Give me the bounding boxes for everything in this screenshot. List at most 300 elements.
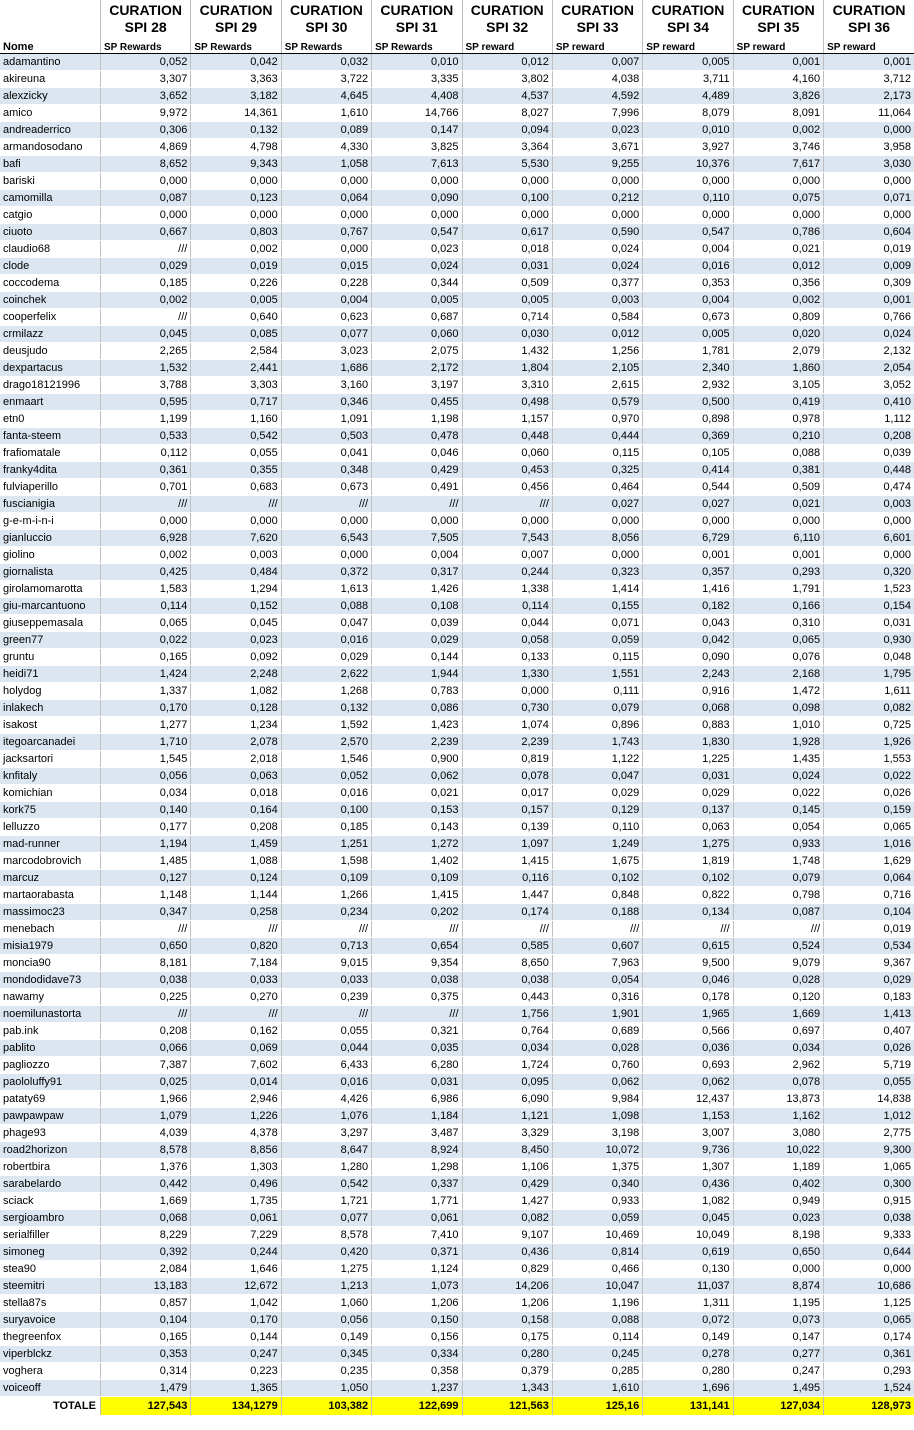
reward-value-cell: 0,052 [100,54,190,71]
reward-value-cell: 0,174 [824,1329,914,1346]
reward-value-cell: 0,031 [643,768,733,785]
reward-value-cell: 0,000 [281,173,371,190]
reward-value-cell: 0,317 [372,564,462,581]
table-row [0,1125,914,1142]
reward-value-cell: 0,062 [372,768,462,785]
reward-value-cell: 0,137 [643,802,733,819]
reward-value-cell: 0,716 [824,887,914,904]
reward-value-cell: 10,686 [824,1278,914,1295]
reward-value-cell: 0,124 [191,870,281,887]
table-row [0,564,914,581]
reward-value-cell: 0,062 [552,1074,642,1091]
reward-value-cell: 0,547 [372,224,462,241]
reward-value-cell: 1,091 [281,411,371,428]
table-row [0,547,914,564]
reward-value-cell: 1,427 [462,1193,552,1210]
reward-value-cell: /// [281,496,371,513]
reward-value-cell: 9,736 [643,1142,733,1159]
reward-value-cell: 0,056 [281,1312,371,1329]
reward-value-cell: 2,265 [100,343,190,360]
reward-value-cell: 0,071 [824,190,914,207]
user-name-cell: cooperfelix [0,309,100,326]
reward-value-cell: 1,416 [643,581,733,598]
reward-value-cell: 0,068 [643,700,733,717]
total-row [0,1397,914,1416]
user-name-cell: pab.ink [0,1023,100,1040]
reward-value-cell: 0,208 [100,1023,190,1040]
reward-value-cell: 0,000 [100,173,190,190]
reward-value-cell: 0,102 [552,870,642,887]
table-row [0,938,914,955]
reward-value-cell: 0,044 [462,615,552,632]
reward-value-cell: 0,003 [552,292,642,309]
reward-value-cell: 9,367 [824,955,914,972]
reward-value-cell: 0,027 [552,496,642,513]
reward-value-cell: /// [100,241,190,258]
reward-value-cell: 0,170 [100,700,190,717]
reward-value-cell: 0,005 [372,292,462,309]
reward-value-cell: 0,534 [824,938,914,955]
reward-value-cell: 1,337 [100,683,190,700]
reward-value-cell: 3,671 [552,139,642,156]
reward-value-cell: 0,021 [733,496,823,513]
table-row [0,190,914,207]
reward-value-cell: 0,347 [100,904,190,921]
reward-value-cell: 2,172 [372,360,462,377]
reward-value-cell: 3,105 [733,377,823,394]
table-row [0,819,914,836]
reward-value-cell: 1,199 [100,411,190,428]
reward-value-cell: /// [462,921,552,938]
reward-value-cell: 14,766 [372,105,462,122]
column-subheader: SP Rewards [372,36,462,54]
reward-value-cell: 1,610 [552,1380,642,1397]
column-header-spi: CURATION SPI 35 [733,0,823,36]
total-label: TOTALE [0,1397,100,1416]
reward-value-cell: 0,033 [281,972,371,989]
reward-value-cell: 0,306 [100,122,190,139]
reward-value-cell: 0,183 [824,989,914,1006]
reward-value-cell: 0,689 [552,1023,642,1040]
reward-value-cell: 0,247 [191,1346,281,1363]
table-row [0,394,914,411]
reward-value-cell: 9,300 [824,1142,914,1159]
reward-value-cell: 0,019 [191,258,281,275]
reward-value-cell: 1,016 [824,836,914,853]
reward-value-cell: 1,830 [643,734,733,751]
reward-value-cell: 2,168 [733,666,823,683]
reward-value-cell: 0,162 [191,1023,281,1040]
reward-value-cell: 1,311 [643,1295,733,1312]
reward-value-cell: 0,182 [643,598,733,615]
reward-value-cell: 0,022 [733,785,823,802]
reward-value-cell: 0,042 [643,632,733,649]
reward-value-cell: 0,005 [191,292,281,309]
user-name-cell: menebach [0,921,100,938]
reward-value-cell: 0,212 [552,190,642,207]
table-row [0,1346,914,1363]
reward-value-cell: 8,856 [191,1142,281,1159]
reward-value-cell: 0,321 [372,1023,462,1040]
reward-value-cell: 0,766 [824,309,914,326]
reward-value-cell: 0,348 [281,462,371,479]
reward-value-cell: 6,090 [462,1091,552,1108]
reward-value-cell: 0,144 [191,1329,281,1346]
reward-value-cell: 0,005 [643,326,733,343]
reward-value-cell: /// [643,921,733,938]
table-row [0,428,914,445]
reward-value-cell: 0,544 [643,479,733,496]
table-row [0,1091,914,1108]
table-row [0,513,914,530]
table-row [0,445,914,462]
reward-value-cell: 0,012 [462,54,552,71]
reward-value-cell: 0,072 [643,1312,733,1329]
reward-value-cell: 1,060 [281,1295,371,1312]
reward-value-cell: 7,963 [552,955,642,972]
reward-value-cell: 0,133 [462,649,552,666]
reward-value-cell: 0,000 [733,207,823,224]
table-row [0,785,914,802]
column-header-name: Nome [0,36,100,54]
reward-value-cell: 0,000 [552,513,642,530]
reward-value-cell: 10,469 [552,1227,642,1244]
reward-value-cell: 0,038 [462,972,552,989]
reward-value-cell: 4,378 [191,1125,281,1142]
reward-value-cell: 0,100 [462,190,552,207]
reward-value-cell: 0,000 [733,1261,823,1278]
reward-value-cell: 0,484 [191,564,281,581]
reward-value-cell: 0,109 [372,870,462,887]
reward-value-cell: 3,652 [100,88,190,105]
reward-value-cell: 0,000 [191,513,281,530]
reward-value-cell: 0,615 [643,938,733,955]
reward-value-cell: 0,029 [281,649,371,666]
reward-value-cell: 0,029 [552,785,642,802]
reward-value-cell: 0,293 [824,1363,914,1380]
reward-value-cell: 1,545 [100,751,190,768]
reward-value-cell: 2,340 [643,360,733,377]
reward-value-cell: 0,102 [643,870,733,887]
user-name-cell: ciuoto [0,224,100,241]
reward-value-cell: 0,000 [462,173,552,190]
reward-value-cell: 0,017 [462,785,552,802]
table-row [0,768,914,785]
reward-value-cell: 0,060 [372,326,462,343]
total-value-cell: 134,1279 [191,1397,281,1416]
reward-value-cell: 0,509 [462,275,552,292]
reward-value-cell: 0,225 [100,989,190,1006]
reward-value-cell: 1,743 [552,734,642,751]
table-row [0,275,914,292]
reward-value-cell: 0,089 [281,122,371,139]
reward-value-cell: 0,760 [552,1057,642,1074]
table-row [0,1329,914,1346]
reward-value-cell: 1,686 [281,360,371,377]
reward-value-cell: 1,860 [733,360,823,377]
reward-value-cell: 0,687 [372,309,462,326]
reward-value-cell: 0,012 [552,326,642,343]
reward-value-cell: 0,042 [191,54,281,71]
table-row [0,581,914,598]
reward-value-cell: 0,068 [100,1210,190,1227]
reward-value-cell: 1,148 [100,887,190,904]
reward-value-cell: 0,025 [100,1074,190,1091]
reward-value-cell: 0,147 [733,1329,823,1346]
reward-value-cell: 9,255 [552,156,642,173]
user-name-cell: heidi71 [0,666,100,683]
reward-value-cell: 0,001 [733,54,823,71]
reward-value-cell: 0,478 [372,428,462,445]
reward-value-cell: 1,675 [552,853,642,870]
column-header-spi: CURATION SPI 28 [100,0,190,36]
user-name-cell: frafiomatale [0,445,100,462]
reward-value-cell: 0,054 [552,972,642,989]
reward-value-cell: 0,018 [191,785,281,802]
reward-value-cell: 1,272 [372,836,462,853]
reward-value-cell: 0,000 [733,513,823,530]
reward-value-cell: 1,791 [733,581,823,598]
reward-value-cell: 4,592 [552,88,642,105]
reward-value-cell: 0,697 [733,1023,823,1040]
reward-value-cell: 0,644 [824,1244,914,1261]
reward-value-cell: /// [733,921,823,938]
column-header-spi: CURATION SPI 31 [372,0,462,36]
reward-value-cell: 9,333 [824,1227,914,1244]
reward-value-cell: 0,001 [643,547,733,564]
reward-value-cell: 1,613 [281,581,371,598]
reward-value-cell: 0,003 [191,547,281,564]
reward-value-cell: 1,459 [191,836,281,853]
table-row [0,921,914,938]
header-row-spi [0,0,914,36]
reward-value-cell: 1,435 [733,751,823,768]
reward-value-cell: 7,184 [191,955,281,972]
reward-value-cell: 8,647 [281,1142,371,1159]
reward-value-cell: 0,108 [372,598,462,615]
reward-value-cell: 2,615 [552,377,642,394]
reward-value-cell: 0,340 [552,1176,642,1193]
table-row [0,734,914,751]
reward-value-cell: 0,045 [100,326,190,343]
reward-value-cell: 0,725 [824,717,914,734]
user-name-cell: viperblckz [0,1346,100,1363]
reward-value-cell: 1,076 [281,1108,371,1125]
reward-value-cell: 0,079 [552,700,642,717]
reward-value-cell: 0,110 [552,819,642,836]
reward-value-cell: 3,802 [462,71,552,88]
reward-value-cell: 0,085 [191,326,281,343]
table-row [0,836,914,853]
reward-value-cell: 0,027 [643,496,733,513]
reward-value-cell: 0,023 [552,122,642,139]
reward-value-cell: 1,050 [281,1380,371,1397]
reward-value-cell: 0,429 [462,1176,552,1193]
reward-value-cell: 0,930 [824,632,914,649]
reward-value-cell: 3,958 [824,139,914,156]
table-row [0,1142,914,1159]
reward-value-cell: 2,239 [372,734,462,751]
reward-value-cell: 0,150 [372,1312,462,1329]
reward-value-cell: 0,047 [281,615,371,632]
reward-value-cell: 0,000 [281,207,371,224]
reward-value-cell: 0,178 [643,989,733,1006]
reward-value-cell: 1,669 [733,1006,823,1023]
reward-value-cell: 0,002 [100,547,190,564]
reward-value-cell: 0,104 [100,1312,190,1329]
reward-value-cell: 0,156 [372,1329,462,1346]
table-row [0,615,914,632]
total-value-cell: 131,141 [643,1397,733,1416]
reward-value-cell: 0,095 [462,1074,552,1091]
reward-value-cell: 4,869 [100,139,190,156]
reward-value-cell: 0,379 [462,1363,552,1380]
reward-value-cell: 0,066 [100,1040,190,1057]
reward-value-cell: 0,429 [372,462,462,479]
reward-value-cell: 0,026 [824,785,914,802]
reward-value-cell: 1,583 [100,581,190,598]
reward-value-cell: 0,039 [824,445,914,462]
reward-value-cell: 0,323 [552,564,642,581]
user-name-cell: sergioambro [0,1210,100,1227]
table-row [0,598,914,615]
reward-value-cell: 0,034 [733,1040,823,1057]
table-row [0,360,914,377]
reward-value-cell: 1,771 [372,1193,462,1210]
reward-value-cell: 0,029 [824,972,914,989]
user-name-cell: pataty69 [0,1091,100,1108]
column-subheader: SP reward [462,36,552,54]
reward-value-cell: 0,134 [643,904,733,921]
reward-value-cell: 3,310 [462,377,552,394]
reward-value-cell: 0,158 [462,1312,552,1329]
reward-value-cell: 6,543 [281,530,371,547]
reward-value-cell: 2,105 [552,360,642,377]
table-row [0,1295,914,1312]
reward-value-cell: 0,524 [733,938,823,955]
reward-value-cell: 6,601 [824,530,914,547]
reward-value-cell: 9,079 [733,955,823,972]
reward-value-cell: 1,294 [191,581,281,598]
reward-value-cell: 0,345 [281,1346,371,1363]
reward-value-cell: 0,000 [824,207,914,224]
reward-value-cell: 0,104 [824,904,914,921]
reward-value-cell: /// [552,921,642,938]
reward-value-cell: 0,046 [372,445,462,462]
reward-value-cell: 0,087 [100,190,190,207]
reward-value-cell: 3,487 [372,1125,462,1142]
reward-value-cell: 0,000 [824,173,914,190]
reward-value-cell: 0,075 [733,190,823,207]
reward-value-cell: 1,268 [281,683,371,700]
reward-value-cell: 1,012 [824,1108,914,1125]
table-row [0,1159,914,1176]
reward-value-cell: 6,928 [100,530,190,547]
reward-value-cell: 0,132 [191,122,281,139]
reward-value-cell: 0,004 [643,292,733,309]
table-row [0,1074,914,1091]
reward-value-cell: 0,579 [552,394,642,411]
reward-value-cell: 0,132 [281,700,371,717]
reward-value-cell: 0,280 [462,1346,552,1363]
reward-value-cell: 1,153 [643,1108,733,1125]
user-name-cell: steemitri [0,1278,100,1295]
reward-value-cell: 7,996 [552,105,642,122]
reward-value-cell: 3,297 [281,1125,371,1142]
reward-value-cell: 11,064 [824,105,914,122]
reward-value-cell: 8,056 [552,530,642,547]
reward-value-cell: 1,781 [643,343,733,360]
table-row [0,870,914,887]
reward-value-cell: 0,149 [281,1329,371,1346]
column-subheader: SP reward [643,36,733,54]
column-header-spi: CURATION SPI 34 [643,0,733,36]
reward-value-cell: 0,000 [100,207,190,224]
user-name-cell: catgio [0,207,100,224]
total-value-cell: 122,699 [372,1397,462,1416]
reward-value-cell: 0,503 [281,428,371,445]
reward-value-cell: 0,088 [733,445,823,462]
reward-value-cell: 1,010 [733,717,823,734]
reward-value-cell: 4,038 [552,71,642,88]
user-name-cell: sarabelardo [0,1176,100,1193]
reward-value-cell: 0,015 [281,258,371,275]
reward-value-cell: 1,124 [372,1261,462,1278]
reward-value-cell: 0,012 [733,258,823,275]
reward-value-cell: 3,335 [372,71,462,88]
reward-value-cell: 0,372 [281,564,371,581]
reward-value-cell: 0,153 [372,802,462,819]
reward-value-cell: 0,154 [824,598,914,615]
reward-value-cell: 0,414 [643,462,733,479]
reward-value-cell: /// [191,1006,281,1023]
table-row [0,1108,914,1125]
user-name-cell: gruntu [0,649,100,666]
reward-value-cell: 0,155 [552,598,642,615]
reward-value-cell: 0,052 [281,768,371,785]
reward-value-cell: 0,059 [552,632,642,649]
reward-value-cell: 0,078 [462,768,552,785]
reward-value-cell: 0,065 [824,1312,914,1329]
user-name-cell: voiceoff [0,1380,100,1397]
reward-value-cell: 0,786 [733,224,823,241]
reward-value-cell: 0,239 [281,989,371,1006]
reward-value-cell: 0,693 [643,1057,733,1074]
reward-value-cell: 0,915 [824,1193,914,1210]
reward-value-cell: 0,673 [281,479,371,496]
table-row [0,105,914,122]
reward-value-cell: 0,064 [281,190,371,207]
reward-value-cell: 0,014 [191,1074,281,1091]
reward-value-cell: 0,334 [372,1346,462,1363]
user-name-cell: moncia90 [0,955,100,972]
table-row [0,1227,914,1244]
table-row [0,479,914,496]
reward-value-cell: 3,826 [733,88,823,105]
reward-value-cell: 0,114 [100,598,190,615]
reward-value-cell: 1,724 [462,1057,552,1074]
reward-value-cell: 3,722 [281,71,371,88]
reward-value-cell: 4,537 [462,88,552,105]
reward-value-cell: 1,795 [824,666,914,683]
table-row [0,224,914,241]
reward-value-cell: 3,007 [643,1125,733,1142]
reward-value-cell: 1,598 [281,853,371,870]
reward-value-cell: 0,474 [824,479,914,496]
reward-value-cell: 7,543 [462,530,552,547]
reward-value-cell: 0,381 [733,462,823,479]
table-row [0,377,914,394]
